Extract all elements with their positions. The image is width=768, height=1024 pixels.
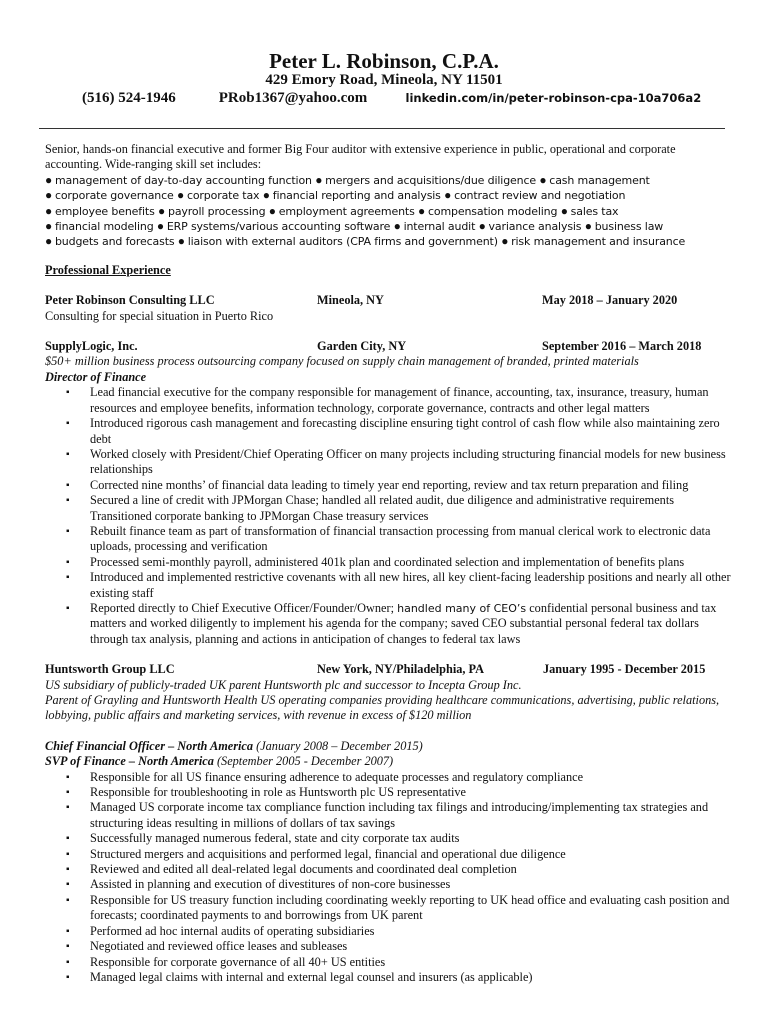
job-header	[45, 339, 731, 354]
job-company: Peter Robinson Consulting LLC	[45, 293, 215, 308]
role-dates: (September 2005 - December 2007)	[213, 754, 394, 769]
email-address[interactable]: PRob1367@yahoo.com	[218, 90, 368, 106]
bullet-dot-icon: ●	[45, 188, 55, 203]
bullet-dot-icon: ●	[45, 219, 55, 234]
job-description: $50+ million business process outsourcing company focused on supply chain management of branded, printed materials	[45, 354, 639, 369]
bullet-item: ▪ Corrected nine months’ of financial data leading to timely year end reporting, review and tax return preparation and filing	[90, 478, 731, 493]
skill-item: corporate tax	[186, 189, 260, 203]
linkedin-url[interactable]: linkedin.com/in/peter-robinson-cpa-10a706a2	[405, 91, 702, 105]
skill-item: corporate governance	[54, 189, 174, 203]
bullet-dot-icon: ●	[444, 188, 455, 203]
bullet-item: ▪ Managed legal claims with internal and external legal counsel and insurers (as applicable)	[90, 970, 731, 985]
bullet-item: ▪ Assisted in planning and execution of divestitures of non-core businesses	[90, 877, 731, 892]
bullet-text: confidential personal business and tax matters and worked diligently to implement his agenda for the company; saved CEO substantial personal federal tax dollars through tax analysis, planning and actions in anticipation of changes to federal tax laws	[90, 600, 717, 646]
skill-item: contract review and negotiation	[454, 189, 626, 203]
bullet-item	[90, 601, 731, 647]
skill-item: business law	[594, 220, 664, 234]
bullet-item: ▪ Structured mergers and acquisitions and performed legal, financial and operational due diligence	[90, 847, 731, 862]
job-role-cfo	[45, 739, 731, 754]
skills-line	[45, 204, 731, 219]
bullet-item: ▪ Introduced rigorous cash management and forecasting discipline ensuring tight control of cash flow while also maintaining zero debt	[90, 416, 731, 447]
bullet-item: ▪ Responsible for US treasury function including coordinating weekly reporting to UK head office and evaluating cash position and forecasts; coordinated payments to and borrowings from UK parent	[90, 893, 731, 924]
bullet-item: ▪ Negotiated and reviewed office leases and subleases	[90, 939, 731, 954]
job-description: US subsidiary of publicly-traded UK parent Huntsworth plc and successor to Incepta Group Inc.	[45, 677, 522, 692]
bullet-dot-icon: ●	[418, 203, 428, 218]
job-entry-consulting	[45, 293, 731, 324]
skill-item: mergers and acquisitions/due diligence	[325, 173, 536, 187]
bullet-dot-icon: ●	[268, 203, 279, 218]
bullet-item: ▪ Successfully managed numerous federal, state and city corporate tax audits	[90, 831, 731, 846]
candidate-address: 429 Emory Road, Mineola, NY 11501	[265, 72, 503, 88]
skill-item: internal audit	[403, 220, 476, 234]
candidate-name: Peter L. Robinson, C.P.A.	[269, 49, 499, 73]
job-entry-supplylogic	[45, 339, 731, 647]
role-title: SVP of Finance – North America	[45, 754, 214, 769]
bullet-item: ▪ Responsible for troubleshooting in role as Huntsworth plc US representative	[90, 785, 731, 800]
bullet-dot-icon: ●	[315, 172, 326, 187]
job-role-svp	[45, 754, 731, 769]
skills-line	[45, 234, 731, 249]
role-dates: (January 2008 – December 2015)	[253, 738, 423, 753]
skill-item: liaison with external auditors (CPA firms and government)	[187, 235, 498, 249]
job-dates: May 2018 – January 2020	[542, 293, 678, 308]
bullet-dot-icon: ●	[158, 203, 168, 218]
bullet-text: Reported directly to Chief Executive Officer/Founder/Owner;	[90, 600, 398, 615]
bullet-dot-icon: ●	[584, 219, 595, 234]
skill-item: financial modeling	[54, 220, 154, 234]
skill-item: budgets and forecasts	[54, 235, 175, 249]
bullet-item: ▪ Secured a line of credit with JPMorgan Chase; handled all related audit, due diligence and administrative requirements Transitioned corporate banking to JPMorgan Chase treasury services	[90, 493, 731, 524]
job-dates: September 2016 – March 2018	[542, 339, 702, 354]
job-header	[45, 293, 731, 308]
role-title: Chief Financial Officer – North America	[45, 738, 254, 753]
bullet-item: ▪ Lead financial executive for the company responsible for management of finance, accounting, tax, insurance, treasury, human resources and employee benefits, information technology, corporate governance, contracts and other legal matters	[90, 385, 731, 416]
bullet-dot-icon: ●	[177, 234, 188, 249]
bullet-dot-icon: ●	[176, 188, 187, 203]
bullet-dot-icon: ●	[262, 188, 273, 203]
job-bullets	[45, 770, 731, 986]
bullet-dot-icon: ●	[156, 219, 167, 234]
skills-list	[45, 173, 731, 250]
bullet-dot-icon: ●	[45, 172, 55, 187]
job-description-extended: Parent of Grayling and Huntsworth Health US operating companies providing healthcare communications, advertising, public relations, lobbying, public affairs and marketing services, with revenue in excess of $120 million	[45, 693, 720, 723]
job-company: Huntsworth Group LLC	[45, 662, 175, 677]
skill-item: employee benefits	[54, 204, 155, 218]
job-location: Mineola, NY	[317, 293, 384, 308]
skill-item: risk management and insurance	[511, 235, 686, 249]
skills-line	[45, 173, 731, 188]
bullet-item: ▪ Responsible for all US finance ensuring adherence to adequate processes and regulatory compliance	[90, 770, 731, 785]
bullet-item: ▪ Managed US corporate income tax compliance function including tax filings and introducing/implementing tax strategies and structuring ideas resulting in millions of dollars of tax savings	[90, 800, 731, 831]
job-location: New York, NY/Philadelphia, PA	[317, 662, 485, 677]
skill-item: variance analysis	[488, 220, 582, 234]
bullet-item: ▪ Processed semi-monthly payroll, administered 401k plan and coordinated selection and implementation of benefits plans	[90, 555, 731, 570]
job-bullets	[45, 385, 731, 647]
section-title-experience: Professional Experience	[45, 262, 171, 277]
bullet-dot-icon: ●	[45, 234, 55, 249]
bullet-text-highlight: handled many of CEO’s	[397, 601, 527, 615]
skill-item: compensation modeling	[427, 204, 558, 218]
job-dates: January 1995 - December 2015	[543, 662, 706, 677]
job-location: Garden City, NY	[317, 339, 407, 354]
bullet-dot-icon: ●	[478, 219, 489, 234]
header-divider	[39, 128, 725, 129]
bullet-item: ▪ Reviewed and edited all deal-related legal documents and coordinated deal completion	[90, 862, 731, 877]
skill-item: employment agreements	[278, 204, 415, 218]
skills-line	[45, 188, 731, 203]
bullet-item: ▪ Rebuilt finance team as part of transformation of financial transaction processing from manual clerical work to electronic data uploads, processing and verification	[90, 524, 731, 555]
bullet-item: ▪ Worked closely with President/Chief Operating Officer on many projects including structuring financial models for new business relationships	[90, 447, 731, 478]
job-entry-huntsworth	[45, 662, 731, 985]
summary-intro: Senior, hands-on financial executive and former Big Four auditor with extensive experience in public, operational and corporate accounting. Wide-ranging skill set includes:	[45, 142, 676, 172]
resume-body	[45, 142, 731, 985]
job-header	[45, 662, 731, 677]
job-company: SupplyLogic, Inc.	[45, 339, 138, 354]
bullet-dot-icon: ●	[45, 203, 55, 218]
phone-number: (516) 524-1946	[82, 90, 176, 106]
skills-line	[45, 219, 731, 234]
skill-item: sales tax	[570, 204, 619, 218]
bullet-dot-icon: ●	[393, 219, 404, 234]
summary-section	[45, 142, 731, 250]
job-description: Consulting for special situation in Puerto Rico	[45, 308, 274, 323]
bullet-item: ▪ Introduced and implemented restrictive covenants with all new hires, all key client-facing leadership positions and nearly all other existing staff	[90, 570, 731, 601]
bullet-dot-icon: ●	[501, 234, 512, 249]
job-title: Director of Finance	[45, 369, 147, 384]
bullet-item: ▪ Performed ad hoc internal audits of operating subsidiaries	[90, 924, 731, 939]
contact-line	[82, 89, 701, 108]
skill-item: management of day-to-day accounting function	[54, 173, 312, 187]
bullet-item: ▪ Responsible for corporate governance of all 40+ US entities	[90, 955, 731, 970]
bullet-dot-icon: ●	[560, 203, 571, 218]
skill-item: ERP systems/various accounting software	[166, 220, 391, 234]
skill-item: payroll processing	[167, 204, 266, 218]
skill-item: cash management	[549, 173, 650, 187]
skill-item: financial reporting and analysis	[272, 189, 441, 203]
bullet-dot-icon: ●	[539, 172, 550, 187]
